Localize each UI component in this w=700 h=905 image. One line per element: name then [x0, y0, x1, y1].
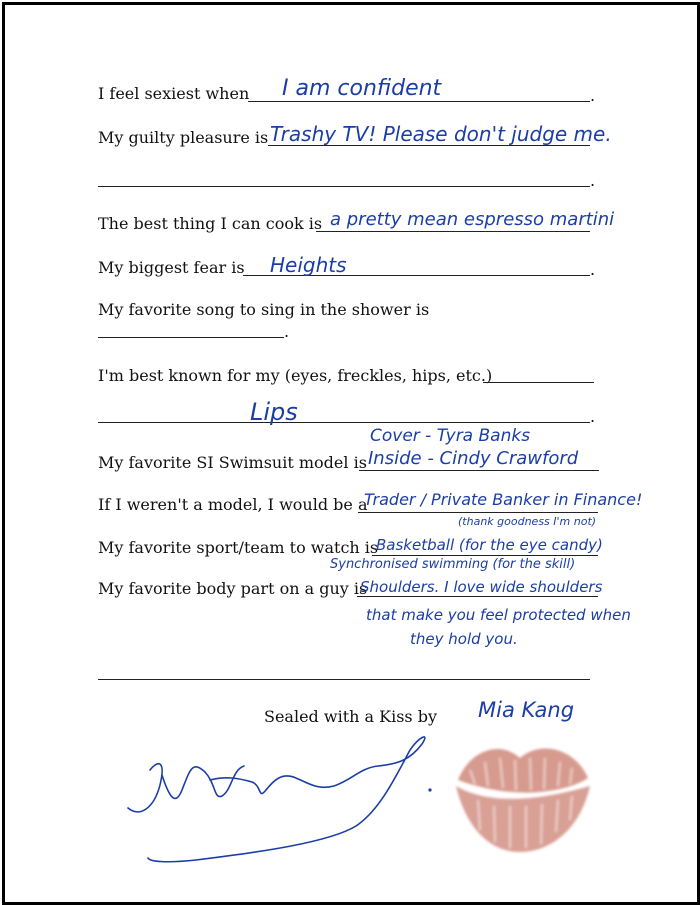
answer-biggest-fear: Heights: [270, 253, 347, 277]
question-if-not-model: If I weren't a model, I would be a: [98, 495, 368, 514]
question-sexiest: I feel sexiest when: [98, 84, 250, 103]
sealed-label: Sealed with a Kiss by: [264, 707, 437, 726]
question-biggest-fear: My biggest fear is: [98, 258, 245, 277]
question-shower-song: My favorite song to sing in the shower is: [98, 300, 430, 319]
question-guilty-pleasure: My guilty pleasure is: [98, 128, 269, 147]
answer-body-part-2: that make you feel protected when: [366, 606, 631, 624]
question-swimsuit-model: My favorite SI Swimsuit model is: [98, 453, 367, 472]
answer-guilty-pleasure: Trashy TV! Please don't judge me.: [270, 122, 612, 146]
answer-best-cook: a pretty mean espresso martini: [330, 209, 615, 230]
question-body-part: My favorite body part on a guy is: [98, 579, 368, 598]
answer-sexiest: I am confident: [282, 76, 442, 101]
signed-name: Mia Kang: [478, 698, 575, 722]
answer-favorite-sport: Basketball (for the eye candy): [376, 536, 603, 554]
answer-favorite-sport-2: Synchronised swimming (for the skill): [330, 557, 576, 572]
answer-body-part: Shoulders. I love wide shoulders: [360, 578, 603, 596]
answer-swimsuit-inside: Inside - Cindy Crawford: [368, 448, 579, 469]
answer-if-not-model: Trader / Private Banker in Finance!: [364, 490, 643, 509]
question-best-cook: The best thing I can cook is: [98, 214, 323, 233]
answer-body-part-3: they hold you.: [410, 630, 518, 648]
answer-if-not-model-note: (thank goodness I'm not): [458, 515, 597, 528]
answer-swimsuit-cover: Cover - Tyra Banks: [370, 426, 531, 446]
question-best-known: I'm best known for my (eyes, freckles, hips, etc.): [98, 366, 493, 385]
answer-best-known: Lips: [250, 398, 298, 426]
question-favorite-sport: My favorite sport/team to watch is: [98, 538, 379, 557]
